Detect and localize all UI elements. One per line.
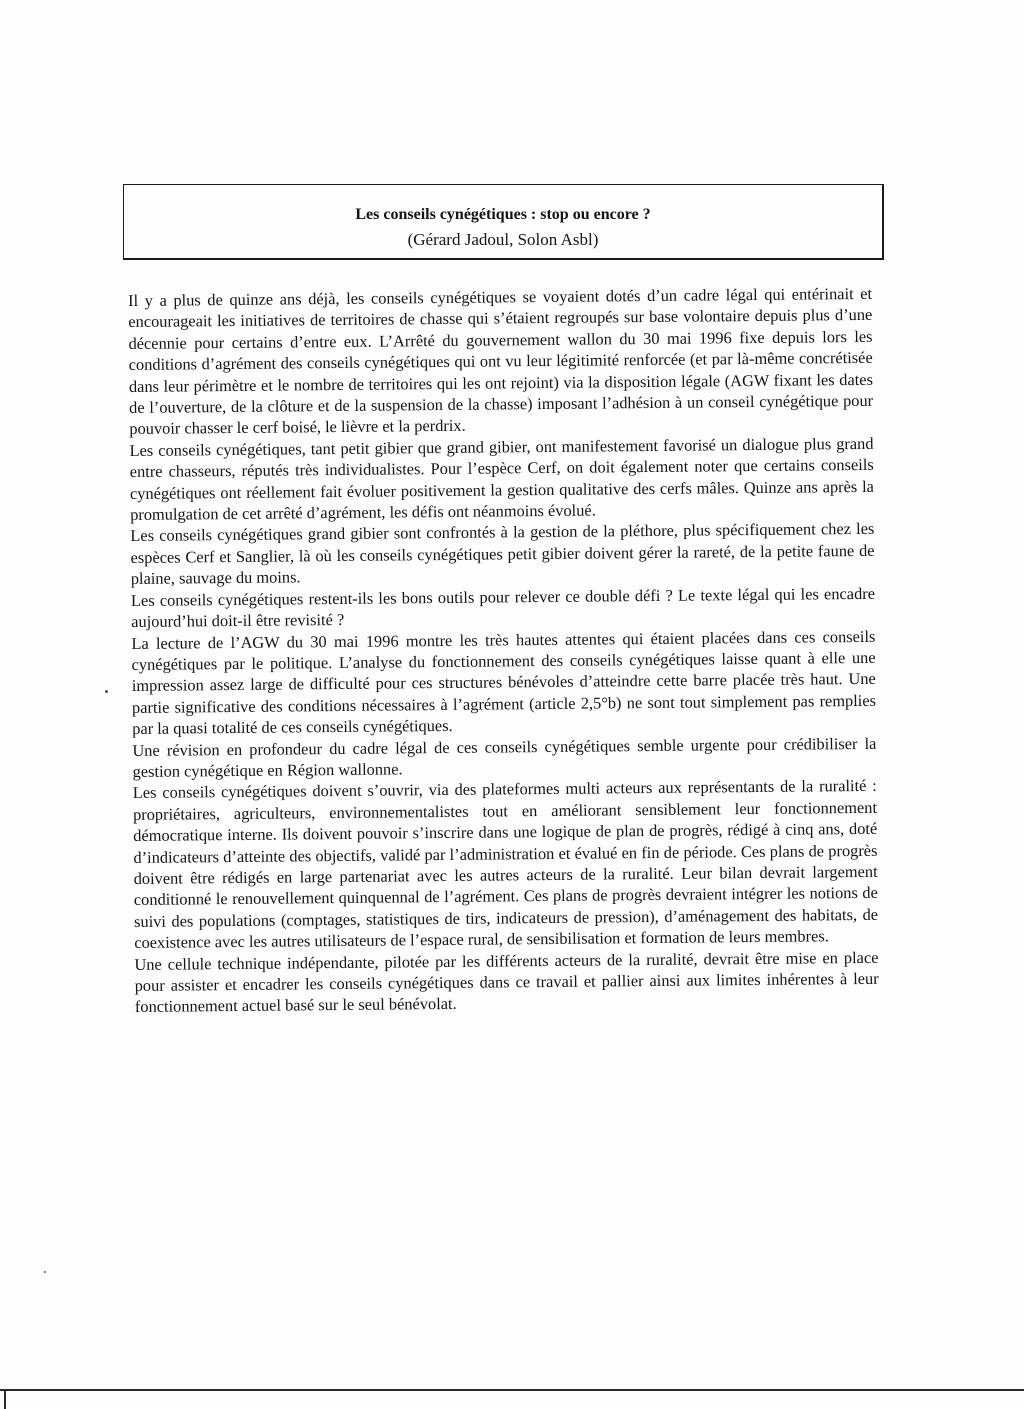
paragraph-2: Les conseils cynégétiques, tant petit gibier que grand gibier, ont manifestement favorisé un dialogue plus grand entre chasseurs, réputés très individualistes. Pour l’espèce Cerf, on doit également noter que certains conseils cynégétiques ont réellement fait évoluer positivement la gestion qualitative des cerfs mâles. Quinze ans après la promulgation de cet arrêté d’agrément, les défis ont néanmoins évolué.	[129, 433, 875, 525]
paragraph-3: Les conseils cynégétiques grand gibier sont confrontés à la gestion de la pléthore, plus spécifiquement chez les espèces Cerf et Sanglier, là où les conseils cynégétiques petit gibier doivent gérer la rareté, de la petite faune de plaine, sauvage du moins.	[130, 519, 875, 589]
title-box	[123, 184, 884, 260]
article-author: (Gérard Jadoul, Solon Asbl)	[407, 230, 599, 249]
scan-speck	[44, 1271, 46, 1273]
paragraph-5: La lecture de l’AGW du 30 mai 1996 montre les très hautes attentes qui étaient placées dans ces conseils cynégétiques par le politique. L’analyse du fonctionnement des conseils cynégétiques laisse quant à elle une impression assez large de difficulté pour ces structures bénévoles d’atteindre cette barre placée très haut. Une partie significative des conditions nécessaires à l’agrément (article 2,5°b) ne sont tout simplement pas remplies par la quasi totalité de ces conseils cynégétiques.	[131, 626, 877, 739]
paragraph-6: Une révision en profondeur du cadre légal de ces conseils cynégétiques semble urgente pour crédibiliser la gestion cynégétique en Région wallonne.	[132, 733, 877, 781]
bottom-corner-mark	[4, 1389, 6, 1409]
paragraph-7: Les conseils cynégétiques doivent s’ouvrir, via des plateformes multi acteurs aux représentants de la ruralité : propriétaires, agriculteurs, environnementalistes tout en améliorant sensiblement leur fonctionnement démocratique interne. Ils doivent pouvoir s’inscrire dans une logique de plan de progrès, rédigé à cinq ans, doté d’indicateurs d’atteinte des objectifs, validé par l’administration et évalué en fin de période. Ces plans de progrès doivent être rédigés en large partenariat avec les autres acteurs de la ruralité. Leur bilan devrait largement conditionné le renouvellement quinquennal de l’agrément. Ces plans de progrès devraient intégrer les notions de suivi des populations (comptages, statistiques de tirs, indicateurs de pression), d’aménagement des habitats, de coexistence avec les autres utilisateurs de l’espace rural, de sensibilisation et formation de leurs membres.	[132, 776, 879, 953]
paragraph-4: Les conseils cynégétiques restent-ils les bons outils pour relever ce double défi ? Le texte légal qui les encadre aujourd’hui doit-il être revisité ?	[130, 583, 876, 632]
bottom-rule	[0, 1389, 1024, 1391]
article-body	[128, 283, 879, 1018]
paragraph-8: Une cellule technique indépendante, pilotée par les différents acteurs de la ruralité, devrait être mise en place pour assister et encadrer les conseils cynégétiques dans ce travail et pallier ainsi aux limites inhérentes à leur fonctionnement actuel basé sur le seul bénévolat.	[134, 947, 879, 1017]
article-title: Les conseils cynégétiques : stop ou encore ?	[355, 206, 651, 223]
scan-speck	[105, 690, 108, 693]
paragraph-1: Il y a plus de quinze ans déjà, les conseils cynégétiques se voyaient dotés d’un cadre légal qui entérinait et encourageait les initiatives de territoires de chasse qui s’étaient regroupés sur base volontaire depuis plus d’une décennie pour certains d’entre eux. L’Arrêté du gouvernement wallon du 30 mai 1996 fixe depuis lors les conditions d’agrément des conseils cynégétiques qui ont vu leur légitimité renforcée (et par là-même concrétisée dans leur périmètre et le nombre de territoires qui les ont rejoint) via la disposition légale (AGW fixant les dates de l’ouverture, de la clôture et de la suspension de la chasse) imposant l’adhésion à un conseil cynégétique pour pouvoir chasser le cerf boisé, le lièvre et la perdrix.	[128, 283, 874, 439]
